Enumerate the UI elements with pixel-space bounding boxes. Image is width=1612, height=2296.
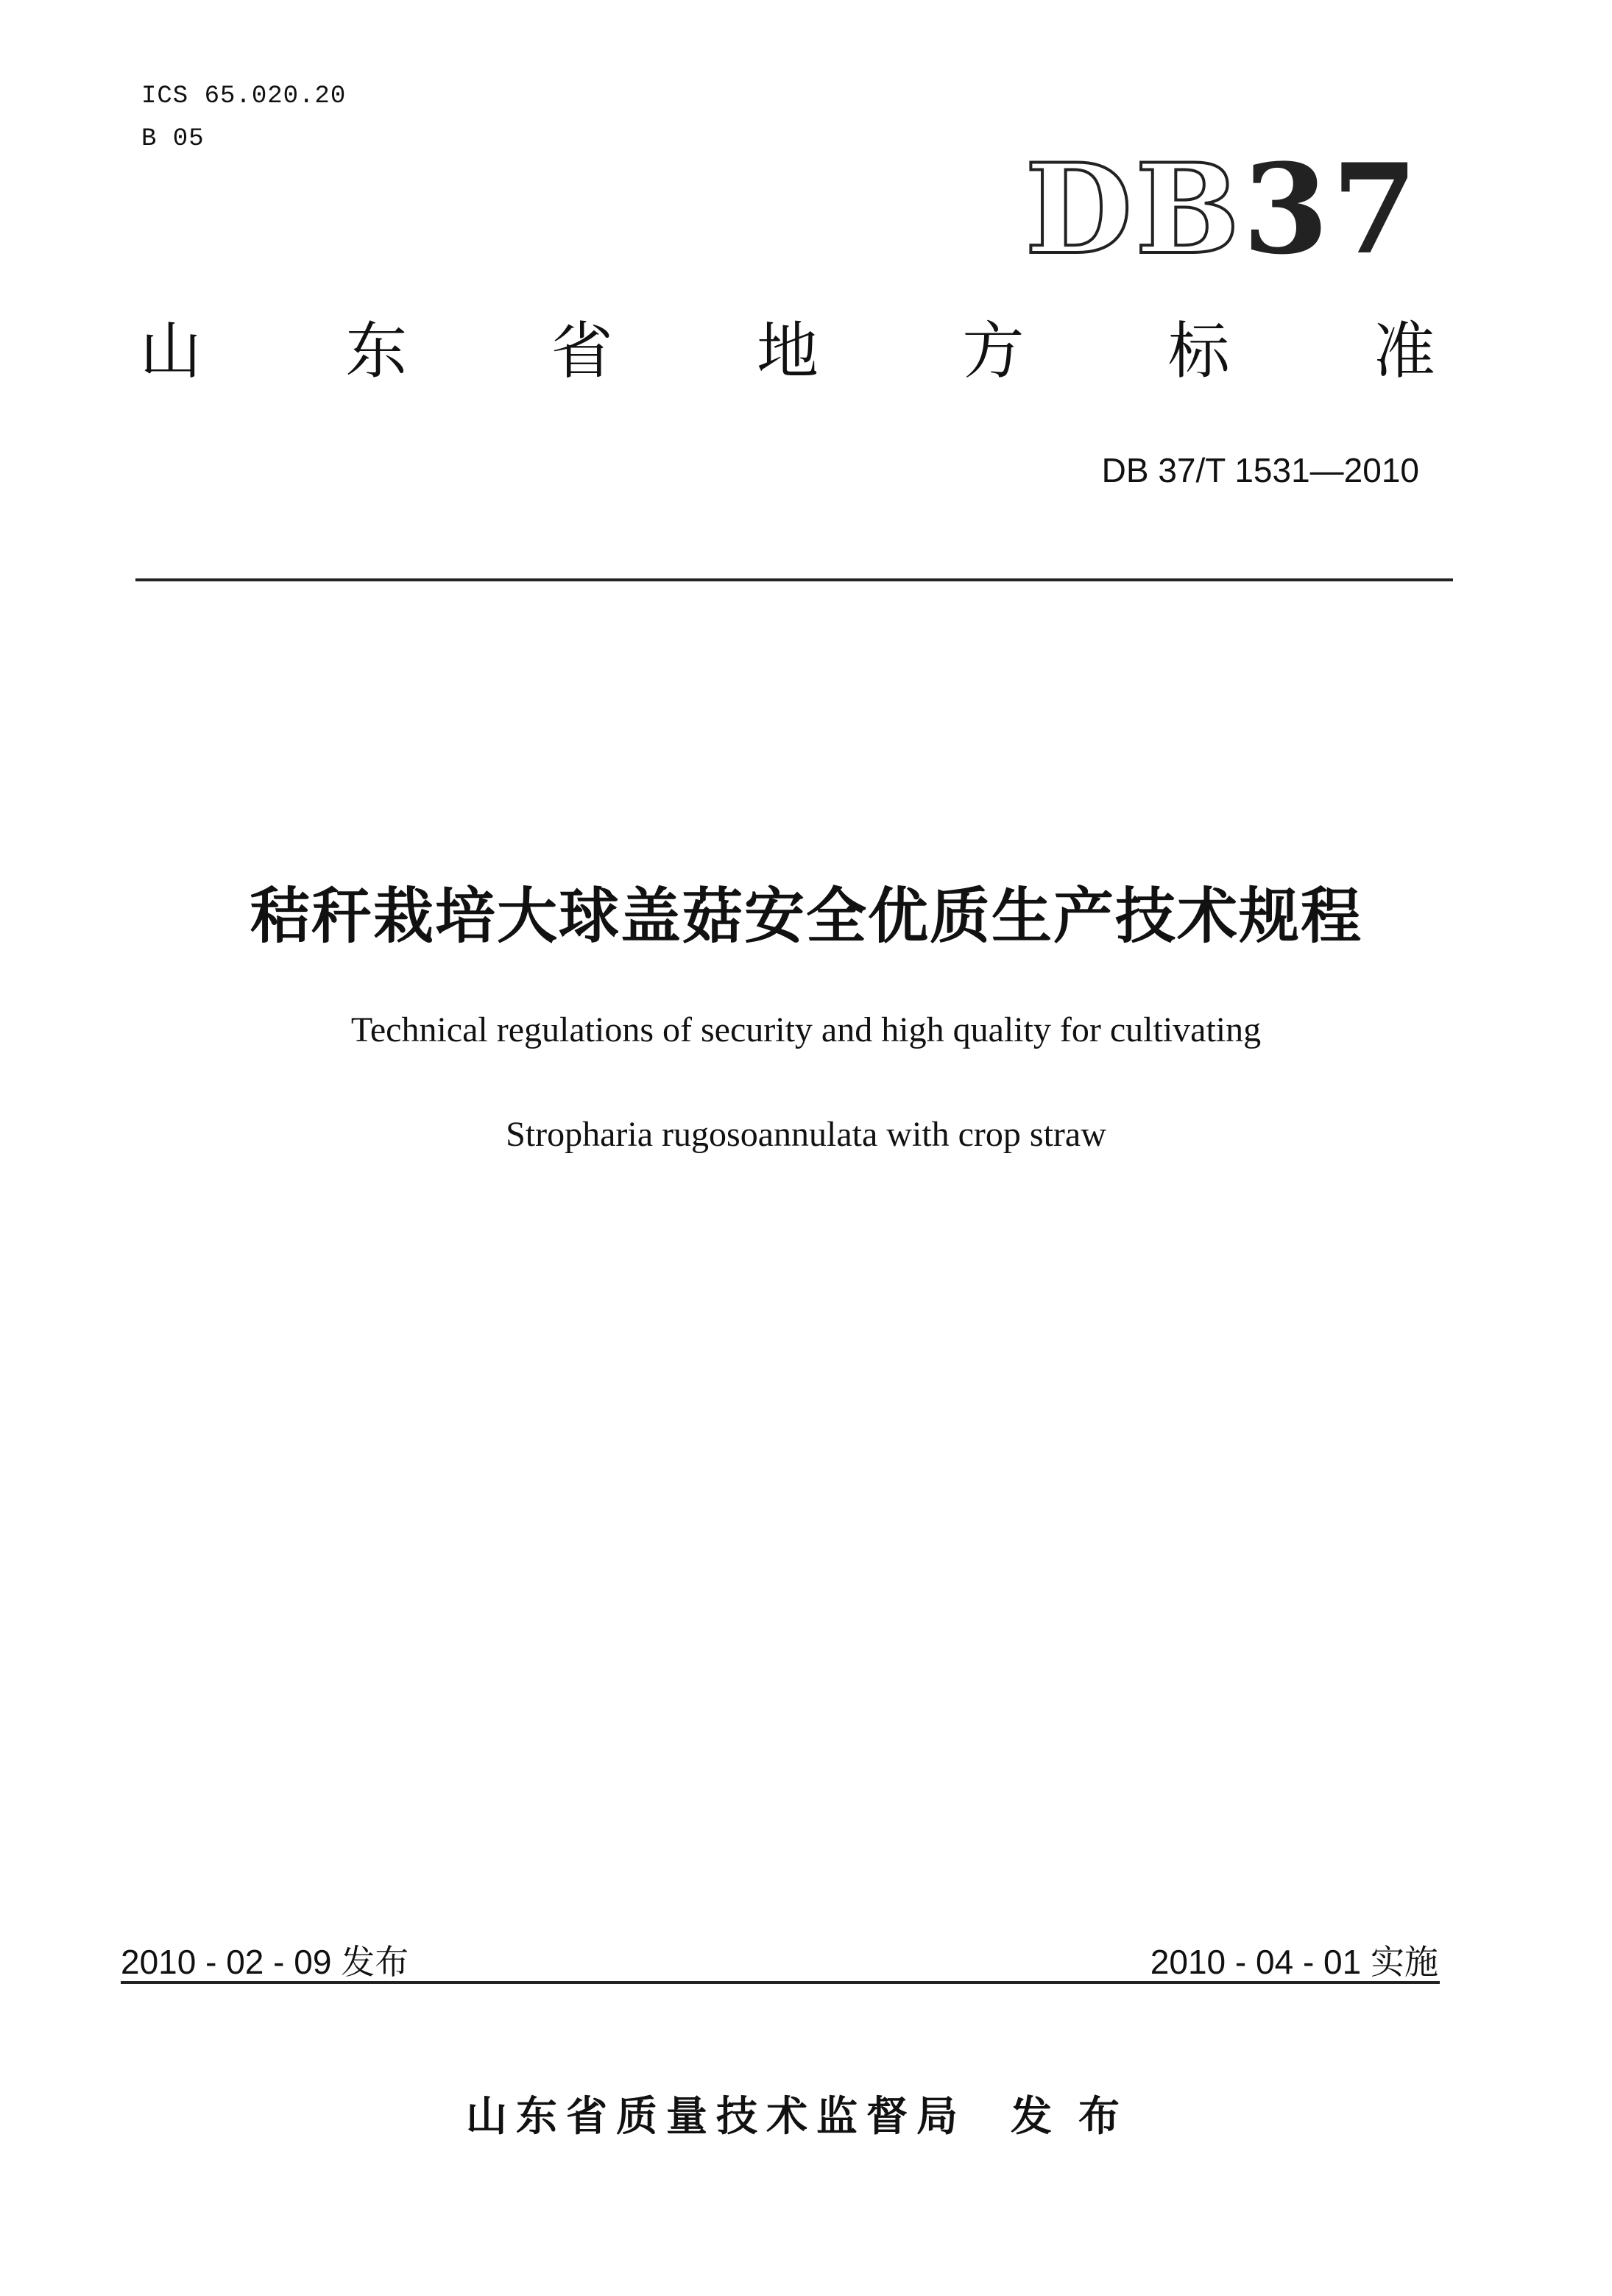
db-logo-number: 37: [1242, 136, 1421, 282]
document-title-en-line2: Stropharia rugosoannulata with crop straw: [506, 1115, 1106, 1154]
ccs-code: B 05: [141, 125, 205, 153]
publisher-line: [0, 2084, 1612, 2143]
standard-type-char: 准: [1373, 315, 1435, 387]
standard-type-char: 省: [551, 315, 613, 387]
standard-type-char: 东: [345, 315, 408, 387]
standard-type-char: 标: [1167, 315, 1230, 387]
standard-type-char: 方: [962, 315, 1025, 387]
issue-date: 2010 - 02 - 09 发布: [121, 1943, 409, 1981]
db-logo-letters: DB: [1025, 136, 1243, 282]
document-title-zh: 秸秆栽培大球盖菇安全优质生产技术规程: [249, 882, 1362, 952]
standard-type-char: 山: [140, 315, 202, 387]
standard-type-char: 地: [756, 315, 819, 387]
publisher-organization: 山东省质量技术监督局: [466, 2093, 966, 2141]
document-title-en-line1: Technical regulations of security and high quality for cultivating: [350, 1010, 1262, 1049]
top-divider: [135, 578, 1453, 581]
standard-type-heading: [140, 315, 1435, 387]
db-logo: [1025, 136, 1421, 282]
implementation-date: 2010 - 04 - 01 实施: [1150, 1943, 1438, 1981]
publisher-action: 发布: [1011, 2093, 1146, 2141]
bottom-divider: [121, 1981, 1440, 1984]
standard-number: DB 37/T 1531—2010: [1101, 451, 1419, 489]
ics-code: ICS 65.020.20: [141, 82, 347, 110]
